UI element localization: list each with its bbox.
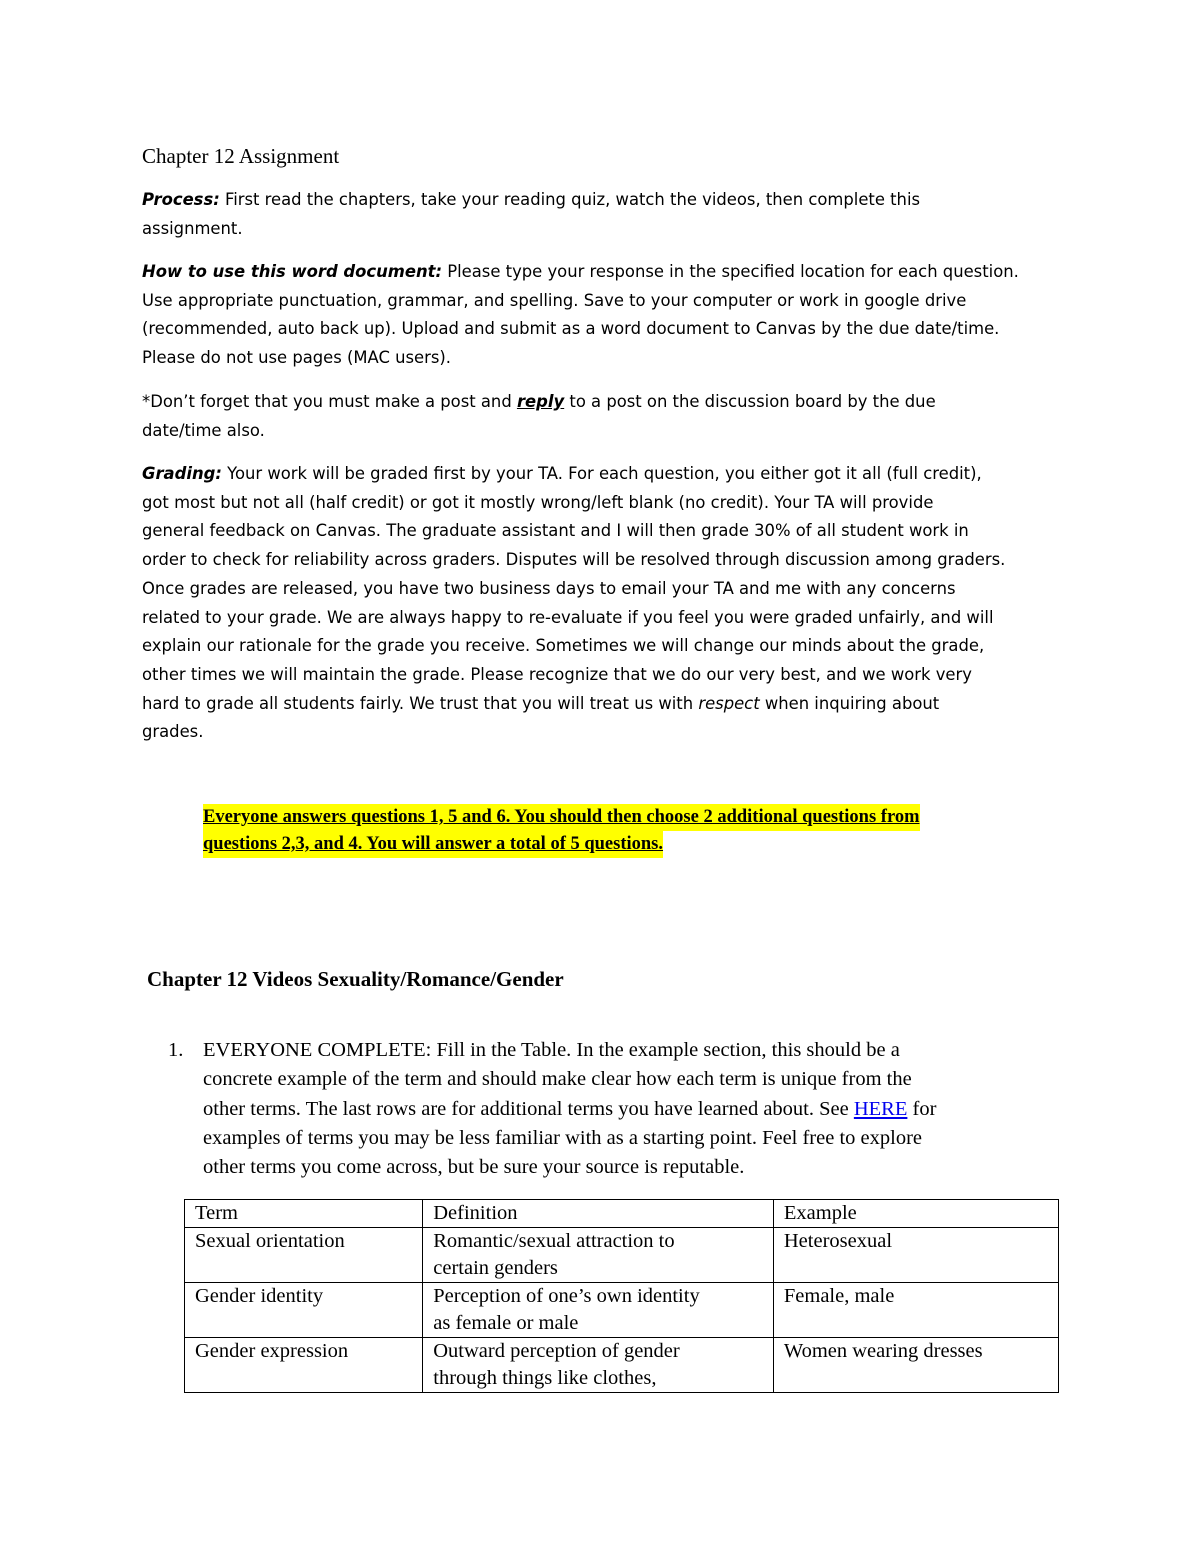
grading-paragraph <box>142 460 1062 747</box>
terms-table <box>184 1199 1059 1393</box>
section-heading: Chapter 12 Videos Sexuality/Romance/Gender <box>147 967 564 991</box>
how-to-line-4: Please do not use pages (MAC users). <box>142 348 452 368</box>
respect-emphasis: respect <box>698 693 760 713</box>
header-term: Term <box>185 1200 423 1228</box>
question-line-1: EVERYONE COMPLETE: Fill in the Table. In the example section, this should be a <box>203 1039 900 1061</box>
how-to-line-3: (recommended, auto back up). Upload and submit as a word document to Canvas by the due date/time. <box>142 319 1000 339</box>
highlighted-notice <box>203 804 920 858</box>
term-cell[interactable]: Gender identity <box>185 1283 423 1338</box>
example-cell[interactable]: Heterosexual <box>773 1228 1058 1283</box>
reply-emphasis: reply <box>516 392 565 411</box>
notice-line-1: Everyone answers questions 1, 5 and 6. You should then choose 2 additional questions from <box>203 804 920 831</box>
how-to-text-1: Please type your response in the specified location for each question. <box>442 262 1019 281</box>
process-line-1 <box>142 186 1062 215</box>
definition-line: through things like clothes, <box>433 1367 657 1389</box>
example-cell[interactable]: Women wearing dresses <box>773 1338 1058 1393</box>
header-definition: Definition <box>423 1200 774 1228</box>
reminder-paragraph <box>142 388 1062 445</box>
grading-line-9 <box>142 690 1062 719</box>
question-line-4: examples of terms you may be less familiar with as a starting point. Feel free to explore <box>203 1126 923 1149</box>
grading-line-10: grades. <box>142 722 204 742</box>
question-text-before-link: other terms. The last rows are for additional terms you have learned about. See <box>203 1097 854 1120</box>
table-header-row <box>185 1200 1059 1228</box>
term-cell[interactable]: Sexual orientation <box>185 1228 423 1283</box>
process-paragraph <box>142 186 1062 243</box>
grading-line-3: general feedback on Canvas. The graduate assistant and I will then grade 30% of all student work in <box>142 521 969 541</box>
grading-label: Grading: <box>142 464 222 483</box>
grading-line-1 <box>142 460 1062 489</box>
definition-cell[interactable] <box>423 1228 774 1283</box>
question-number: 1. <box>168 1039 184 1061</box>
definition-cell[interactable] <box>423 1283 774 1338</box>
term-cell[interactable]: Gender expression <box>185 1338 423 1393</box>
question-text-after-link: for <box>907 1097 937 1120</box>
document-title: Chapter 12 Assignment <box>142 144 340 168</box>
question-line-5: other terms you come across, but be sure your source is reputable. <box>203 1156 745 1179</box>
definition-line: Outward perception of gender <box>433 1340 680 1362</box>
grading-line-2: got most but not all (half credit) or got it mostly wrong/left blank (no credit). Your TA will provide <box>142 492 934 512</box>
grading-text-after: when inquiring about <box>759 693 940 713</box>
process-label: Process: <box>142 190 220 209</box>
how-to-paragraph <box>142 258 1062 373</box>
notice-line-2: questions 2,3, and 4. You will answer a total of 5 questions. <box>203 831 663 858</box>
table-row <box>185 1283 1059 1338</box>
table-row <box>185 1338 1059 1393</box>
how-to-line-2: Use appropriate punctuation, grammar, and spelling. Save to your computer or work in google drive <box>142 290 967 310</box>
process-line-2: assignment. <box>142 218 243 238</box>
reminder-text-before: *Don’t forget that you must make a post and <box>142 392 517 411</box>
definition-line: certain genders <box>433 1257 558 1279</box>
definition-line: Romantic/sexual attraction to <box>433 1230 675 1252</box>
definition-line: Perception of one’s own identity <box>433 1285 700 1307</box>
grading-text-before: hard to grade all students fairly. We trust that you will treat us with <box>142 693 699 713</box>
process-text-1: First read the chapters, take your reading quiz, watch the videos, then complete this <box>219 190 921 209</box>
question-line-3 <box>203 1095 1073 1124</box>
grading-text-1: Your work will be graded first by your TA. For each question, you either got it all (full credit), <box>221 464 982 483</box>
grading-line-4: order to check for reliability across graders. Disputes will be resolved through discussion among graders. <box>142 550 1006 570</box>
how-to-line-1 <box>142 258 1062 287</box>
grading-line-7: explain our rationale for the grade you receive. Sometimes we will change our minds about the grade, <box>142 636 985 656</box>
grading-line-6: related to your grade. We are always happy to re-evaluate if you feel you were graded unfairly, and will <box>142 607 994 627</box>
definition-cell[interactable] <box>423 1338 774 1393</box>
table-row <box>185 1228 1059 1283</box>
reminder-text-after: to a post on the discussion board by the due <box>564 392 936 411</box>
grading-line-8: other times we will maintain the grade. Please recognize that we do our very best, and we work very <box>142 664 972 684</box>
reminder-line-2: date/time also. <box>142 420 265 440</box>
header-example: Example <box>773 1200 1058 1228</box>
grading-line-5: Once grades are released, you have two business days to email your TA and me with any concerns <box>142 578 956 598</box>
here-link[interactable]: HERE <box>853 1097 908 1120</box>
question-line-2: concrete example of the term and should make clear how each term is unique from the <box>203 1068 912 1091</box>
how-to-label: How to use this word document: <box>142 262 443 281</box>
example-cell[interactable]: Female, male <box>773 1283 1058 1338</box>
definition-line: as female or male <box>433 1312 579 1334</box>
reminder-line-1 <box>142 388 1062 417</box>
question-text <box>203 1036 1073 1182</box>
